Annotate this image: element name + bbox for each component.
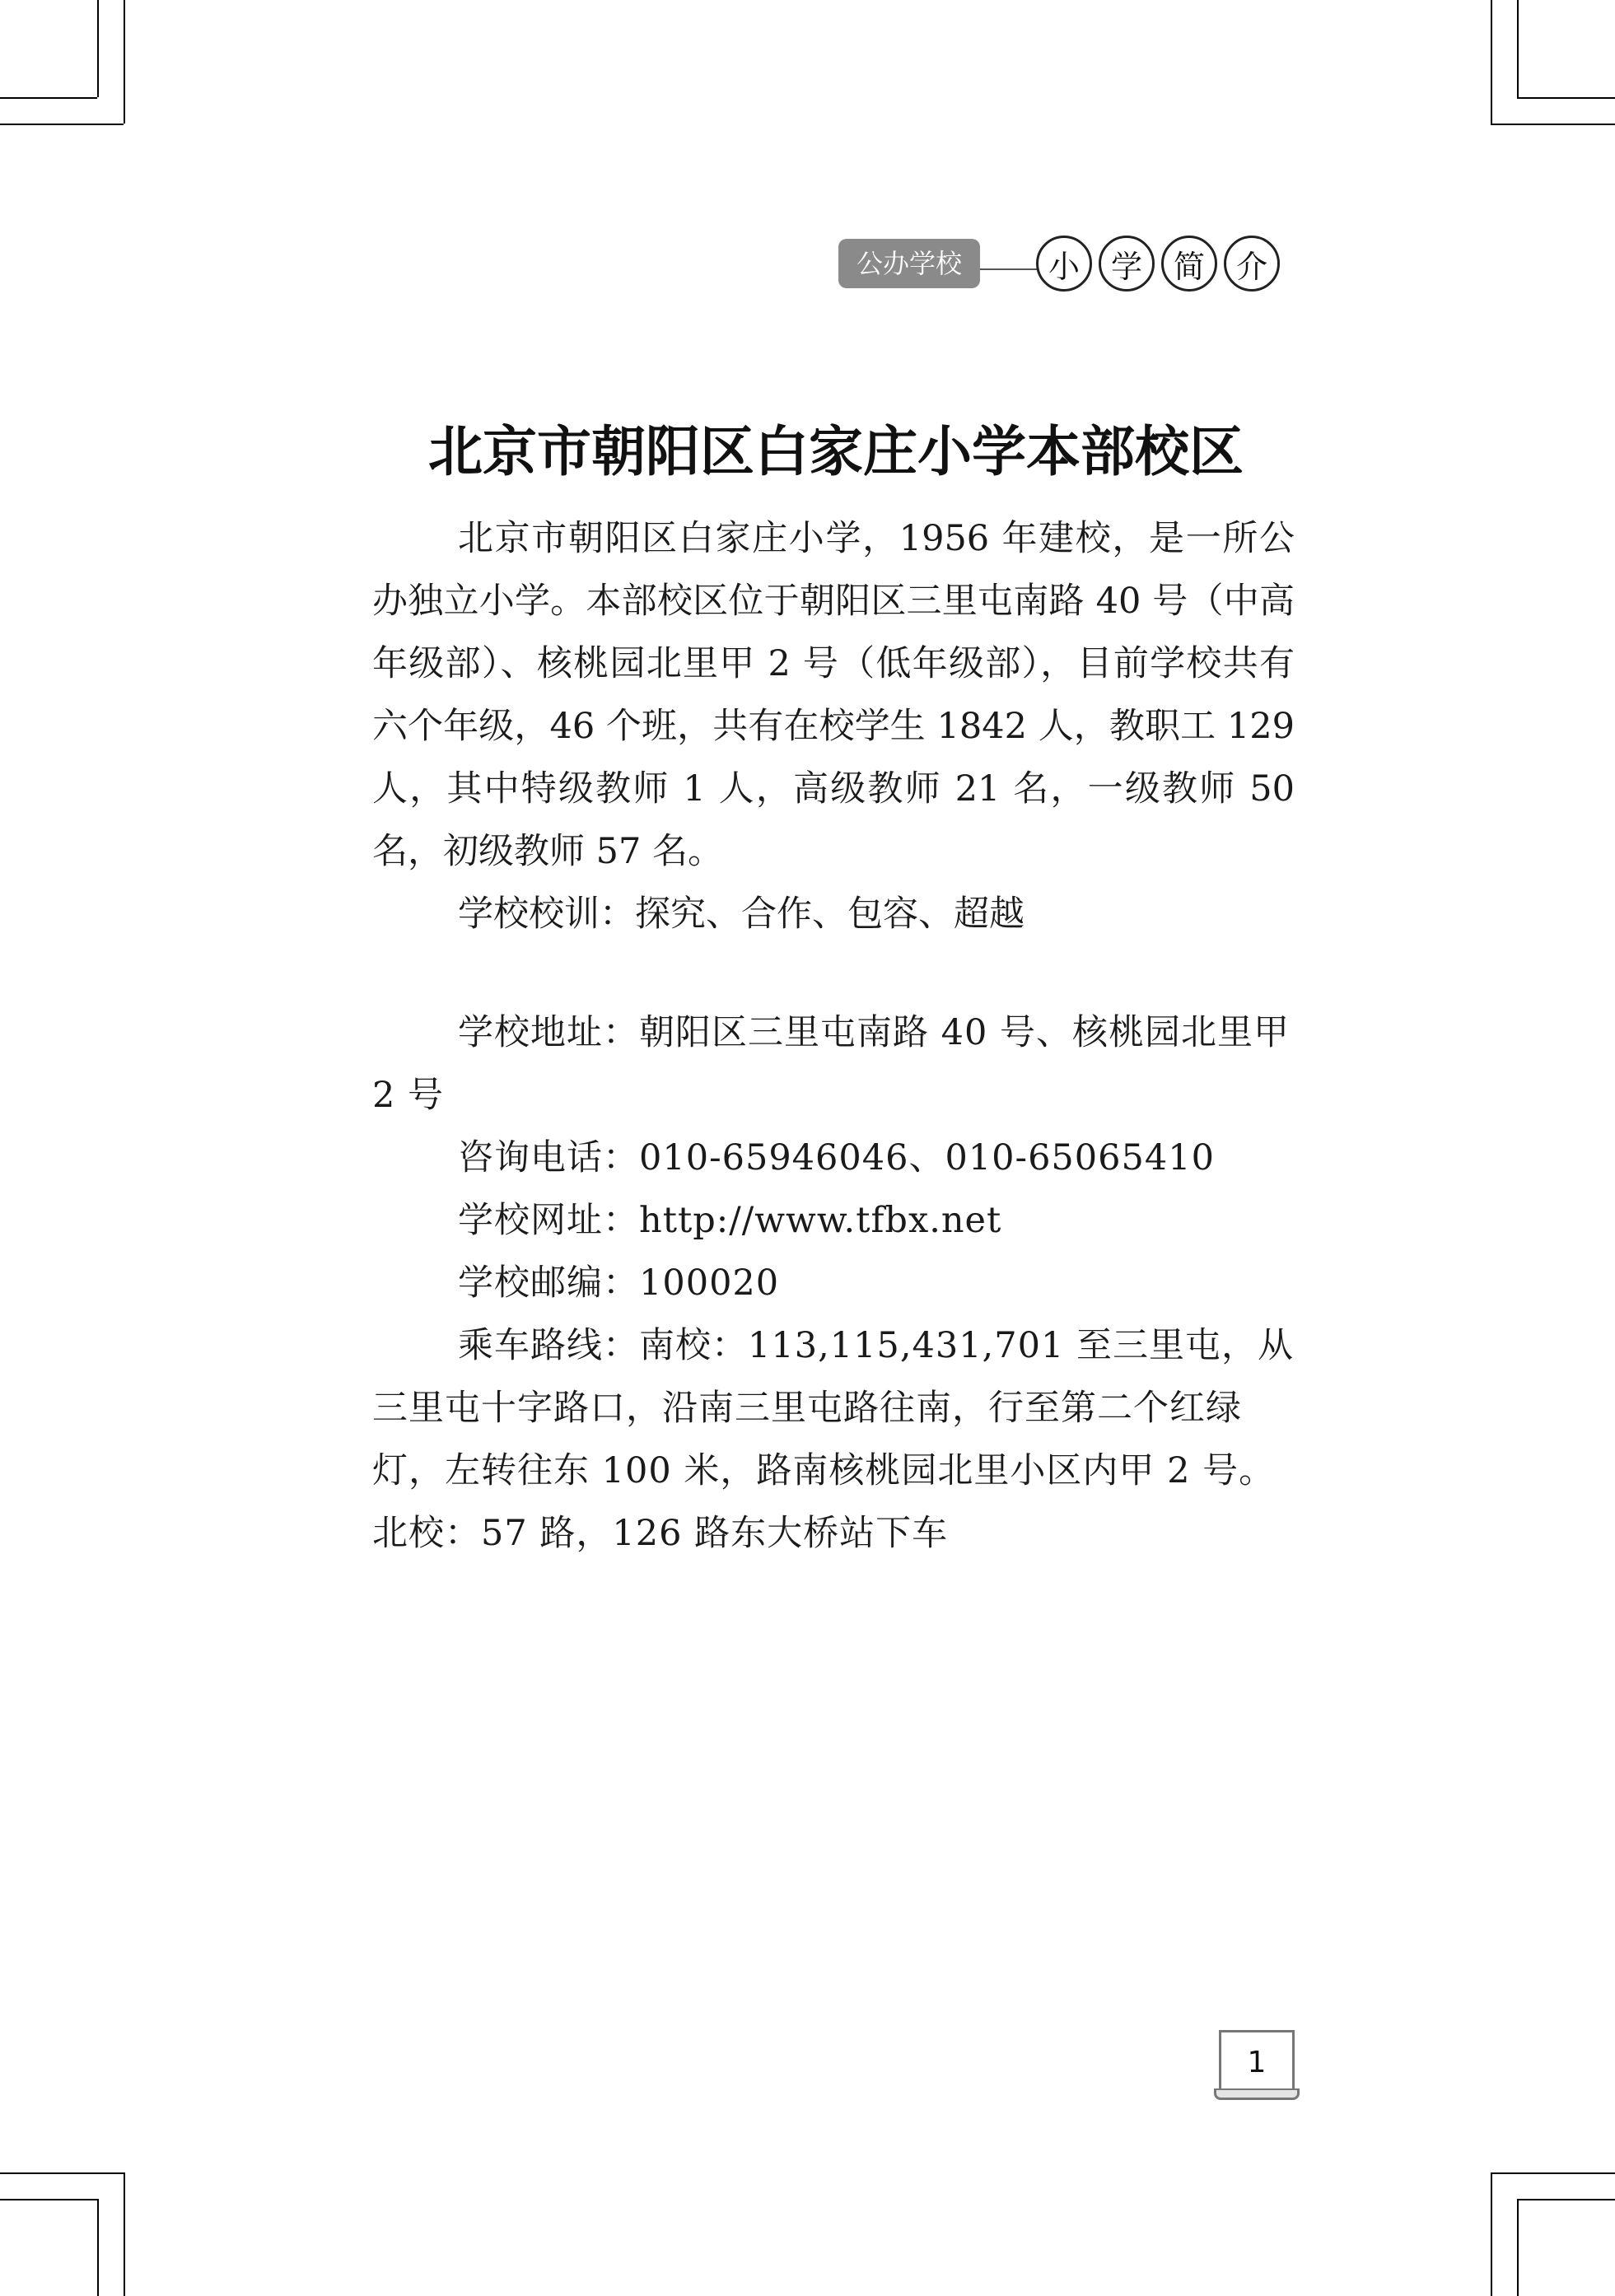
section-title-char: 小 <box>1036 236 1092 292</box>
crop-mark <box>124 0 125 124</box>
section-title-char: 介 <box>1224 236 1280 292</box>
page-title: 北京市朝阳区白家庄小学本部校区 <box>428 420 1244 483</box>
crop-mark <box>1491 124 1615 125</box>
section-tag: 公办学校 <box>838 239 980 288</box>
school-postcode: 学校邮编：100020 <box>458 1262 780 1304</box>
crop-mark <box>0 2172 124 2174</box>
crop-mark <box>1517 2199 1615 2200</box>
crop-mark <box>0 97 97 99</box>
crop-mark <box>0 2199 97 2200</box>
contact-info <box>372 1001 1295 1565</box>
crop-mark <box>1517 2199 1519 2296</box>
crop-mark <box>97 0 99 97</box>
intro-paragraph: 北京市朝阳区白家庄小学，1956 年建校，是一所公办独立小学。本部校区位于朝阳区三里屯南路 40 号（中高年级部）、核桃园北里甲 2 号（低年级部），目前学校共有六个年级，46 个班，共有在校学生 1842 人，教职工 129 人，其中特级教师 1 人，高级教师 21 名，一级教师 50 名，初级教师 57 名。 <box>372 518 1295 872</box>
school-phone: 咨询电话：010-65946046、010-65065410 <box>458 1137 1215 1178</box>
crop-mark <box>1491 0 1492 124</box>
crop-mark <box>1517 97 1615 99</box>
crop-mark <box>97 2199 99 2296</box>
school-website: 学校网址：http://www.tfbx.net <box>458 1200 1002 1241</box>
header-divider <box>980 268 1038 270</box>
crop-mark <box>1491 2172 1492 2296</box>
book-icon <box>1214 2088 1300 2100</box>
intro-section <box>372 507 1295 945</box>
bus-route: 乘车路线：南校：113,115,431,701 至三里屯，从三里屯十字路口，沿南三里屯路往南，行至第二个红绿灯，左转往东 100 米，路南核桃园北里小区内甲 2 号。北校：57 路，126 路东大桥站下车 <box>372 1325 1294 1554</box>
school-address: 学校地址：朝阳区三里屯南路 40 号、核桃园北里甲 2 号 <box>372 1012 1291 1116</box>
crop-mark <box>124 2172 125 2296</box>
page-number: 1 <box>1219 2030 1295 2093</box>
school-motto: 学校校训：探究、合作、包容、超越 <box>458 894 1025 935</box>
crop-mark <box>1517 0 1519 97</box>
crop-mark <box>0 124 124 125</box>
section-title-char: 简 <box>1161 236 1217 292</box>
section-title-char: 学 <box>1099 236 1155 292</box>
section-title <box>1036 236 1280 292</box>
crop-mark <box>1491 2172 1615 2174</box>
